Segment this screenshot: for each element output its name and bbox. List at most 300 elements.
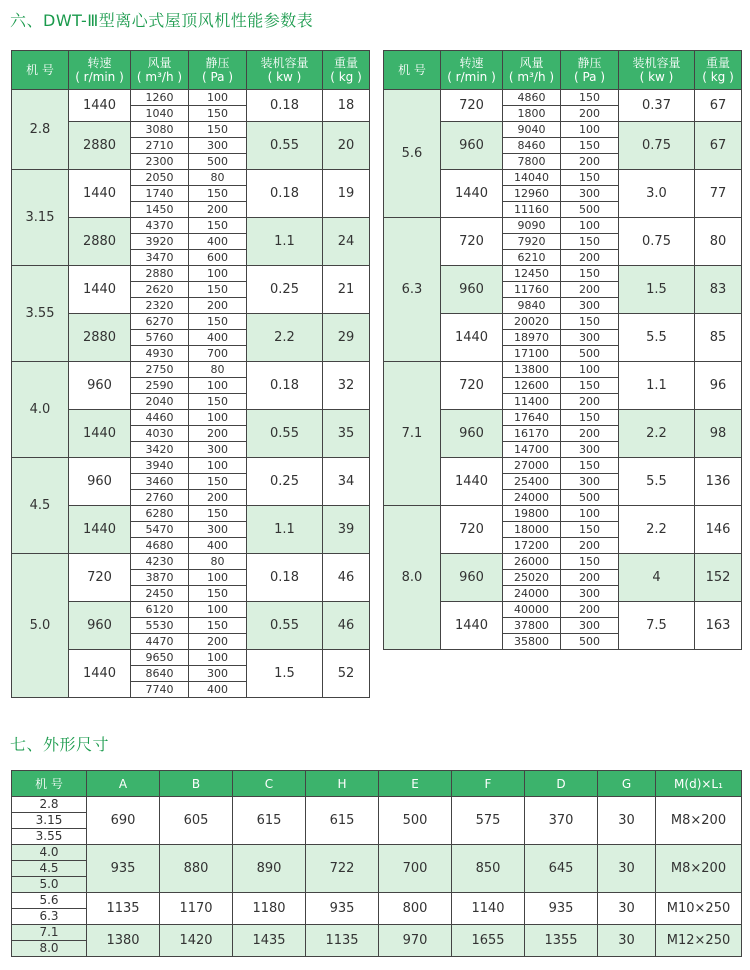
airflow-cell: 12600 bbox=[503, 378, 561, 394]
weight-cell: 21 bbox=[323, 266, 370, 314]
header-d: D bbox=[525, 771, 598, 797]
header-speed: 转速 ( r/min ) bbox=[69, 51, 131, 90]
weight-cell: 67 bbox=[695, 90, 742, 122]
speed-cell: 960 bbox=[69, 458, 131, 506]
airflow-cell: 4230 bbox=[131, 554, 189, 570]
table-row bbox=[384, 362, 742, 378]
machine-number-cell: 6.3 bbox=[384, 218, 441, 362]
dim-b-cell: 1170 bbox=[160, 893, 233, 925]
weight-cell: 35 bbox=[323, 410, 370, 458]
pressure-cell: 150 bbox=[561, 234, 619, 250]
airflow-cell: 14040 bbox=[503, 170, 561, 186]
power-cell: 7.5 bbox=[619, 602, 695, 650]
table-row bbox=[12, 893, 742, 909]
airflow-cell: 12450 bbox=[503, 266, 561, 282]
speed-cell: 1440 bbox=[441, 602, 503, 650]
table-row bbox=[384, 90, 742, 106]
speed-cell: 1440 bbox=[441, 458, 503, 506]
airflow-cell: 37800 bbox=[503, 618, 561, 634]
airflow-cell: 1740 bbox=[131, 186, 189, 202]
airflow-cell: 14700 bbox=[503, 442, 561, 458]
header-h: H bbox=[306, 771, 379, 797]
weight-cell: 80 bbox=[695, 218, 742, 266]
pressure-cell: 150 bbox=[189, 106, 247, 122]
pressure-cell: 150 bbox=[561, 458, 619, 474]
weight-cell: 18 bbox=[323, 90, 370, 122]
airflow-cell: 6210 bbox=[503, 250, 561, 266]
weight-cell: 85 bbox=[695, 314, 742, 362]
dim-g-cell: 30 bbox=[598, 893, 656, 925]
pressure-cell: 400 bbox=[189, 330, 247, 346]
power-cell: 0.18 bbox=[247, 90, 323, 122]
pressure-cell: 200 bbox=[561, 250, 619, 266]
pressure-cell: 200 bbox=[561, 282, 619, 298]
pressure-cell: 150 bbox=[561, 410, 619, 426]
dim-bolt-cell: M8×200 bbox=[656, 845, 742, 893]
weight-cell: 52 bbox=[323, 650, 370, 698]
airflow-cell: 19800 bbox=[503, 506, 561, 522]
weight-cell: 67 bbox=[695, 122, 742, 170]
weight-cell: 32 bbox=[323, 362, 370, 410]
pressure-cell: 100 bbox=[189, 602, 247, 618]
airflow-cell: 11400 bbox=[503, 394, 561, 410]
power-cell: 1.1 bbox=[619, 362, 695, 410]
airflow-cell: 3870 bbox=[131, 570, 189, 586]
airflow-cell: 4370 bbox=[131, 218, 189, 234]
header-bolt: M(d)×L₁ bbox=[656, 771, 742, 797]
airflow-cell: 4680 bbox=[131, 538, 189, 554]
airflow-cell: 4030 bbox=[131, 426, 189, 442]
speed-cell: 960 bbox=[441, 554, 503, 602]
pressure-cell: 150 bbox=[561, 90, 619, 106]
weight-cell: 136 bbox=[695, 458, 742, 506]
pressure-cell: 500 bbox=[561, 490, 619, 506]
airflow-cell: 13800 bbox=[503, 362, 561, 378]
airflow-cell: 7800 bbox=[503, 154, 561, 170]
dim-e-cell: 800 bbox=[379, 893, 452, 925]
pressure-cell: 300 bbox=[561, 474, 619, 490]
airflow-cell: 4860 bbox=[503, 90, 561, 106]
pressure-cell: 300 bbox=[561, 330, 619, 346]
header-power: 装机容量 ( kw ) bbox=[619, 51, 695, 90]
airflow-cell: 25400 bbox=[503, 474, 561, 490]
pressure-cell: 150 bbox=[561, 554, 619, 570]
power-cell: 2.2 bbox=[619, 506, 695, 554]
pressure-cell: 200 bbox=[561, 538, 619, 554]
weight-cell: 34 bbox=[323, 458, 370, 506]
machine-number-cell: 2.8 bbox=[12, 797, 87, 813]
machine-number-cell: 5.6 bbox=[12, 893, 87, 909]
airflow-cell: 9650 bbox=[131, 650, 189, 666]
weight-cell: 98 bbox=[695, 410, 742, 458]
weight-cell: 39 bbox=[323, 506, 370, 554]
pressure-cell: 150 bbox=[561, 522, 619, 538]
pressure-cell: 150 bbox=[561, 138, 619, 154]
dim-bolt-cell: M10×250 bbox=[656, 893, 742, 925]
pressure-cell: 150 bbox=[189, 122, 247, 138]
pressure-cell: 100 bbox=[189, 650, 247, 666]
speed-cell: 720 bbox=[441, 506, 503, 554]
header-pressure: 静压 ( Pa ) bbox=[189, 51, 247, 90]
dim-h-cell: 615 bbox=[306, 797, 379, 845]
pressure-cell: 80 bbox=[189, 170, 247, 186]
power-cell: 0.18 bbox=[247, 554, 323, 602]
pressure-cell: 150 bbox=[561, 170, 619, 186]
airflow-cell: 16170 bbox=[503, 426, 561, 442]
pressure-cell: 500 bbox=[561, 202, 619, 218]
airflow-cell: 27000 bbox=[503, 458, 561, 474]
airflow-cell: 3940 bbox=[131, 458, 189, 474]
header-row bbox=[384, 51, 742, 90]
power-cell: 5.5 bbox=[619, 314, 695, 362]
power-cell: 0.75 bbox=[619, 218, 695, 266]
airflow-cell: 9040 bbox=[503, 122, 561, 138]
power-cell: 0.18 bbox=[247, 170, 323, 218]
airflow-cell: 3420 bbox=[131, 442, 189, 458]
power-cell: 0.55 bbox=[247, 122, 323, 170]
airflow-cell: 4930 bbox=[131, 346, 189, 362]
machine-number-cell: 4.5 bbox=[12, 861, 87, 877]
pressure-cell: 400 bbox=[189, 682, 247, 698]
pressure-cell: 150 bbox=[189, 618, 247, 634]
speed-cell: 2880 bbox=[69, 122, 131, 170]
pressure-cell: 100 bbox=[189, 266, 247, 282]
dim-c-cell: 1180 bbox=[233, 893, 306, 925]
dim-h-cell: 935 bbox=[306, 893, 379, 925]
airflow-cell: 8640 bbox=[131, 666, 189, 682]
airflow-cell: 5760 bbox=[131, 330, 189, 346]
speed-cell: 1440 bbox=[441, 170, 503, 218]
speed-cell: 1440 bbox=[69, 170, 131, 218]
speed-cell: 1440 bbox=[441, 314, 503, 362]
airflow-cell: 3470 bbox=[131, 250, 189, 266]
pressure-cell: 300 bbox=[561, 586, 619, 602]
dim-a-cell: 690 bbox=[87, 797, 160, 845]
weight-cell: 19 bbox=[323, 170, 370, 218]
machine-number-cell: 2.8 bbox=[12, 90, 69, 170]
machine-number-cell: 5.0 bbox=[12, 877, 87, 893]
dim-d-cell: 935 bbox=[525, 893, 598, 925]
dim-a-cell: 1380 bbox=[87, 925, 160, 957]
dim-f-cell: 1140 bbox=[452, 893, 525, 925]
pressure-cell: 100 bbox=[561, 122, 619, 138]
pressure-cell: 150 bbox=[189, 474, 247, 490]
table-row bbox=[12, 797, 742, 813]
header-power: 装机容量 ( kw ) bbox=[247, 51, 323, 90]
pressure-cell: 500 bbox=[561, 634, 619, 650]
table-row bbox=[12, 362, 370, 378]
machine-number-cell: 6.3 bbox=[12, 909, 87, 925]
airflow-cell: 40000 bbox=[503, 602, 561, 618]
power-cell: 2.2 bbox=[247, 314, 323, 362]
airflow-cell: 2750 bbox=[131, 362, 189, 378]
dim-c-cell: 890 bbox=[233, 845, 306, 893]
header-c: C bbox=[233, 771, 306, 797]
airflow-cell: 8460 bbox=[503, 138, 561, 154]
power-cell: 0.25 bbox=[247, 458, 323, 506]
airflow-cell: 7920 bbox=[503, 234, 561, 250]
dim-d-cell: 645 bbox=[525, 845, 598, 893]
dim-g-cell: 30 bbox=[598, 797, 656, 845]
header-speed: 转速 ( r/min ) bbox=[441, 51, 503, 90]
header-g: G bbox=[598, 771, 656, 797]
pressure-cell: 300 bbox=[561, 298, 619, 314]
power-cell: 1.5 bbox=[247, 650, 323, 698]
dim-f-cell: 575 bbox=[452, 797, 525, 845]
airflow-cell: 24000 bbox=[503, 586, 561, 602]
pressure-cell: 200 bbox=[189, 298, 247, 314]
machine-number-cell: 5.0 bbox=[12, 554, 69, 698]
airflow-cell: 2760 bbox=[131, 490, 189, 506]
pressure-cell: 500 bbox=[189, 154, 247, 170]
power-cell: 0.18 bbox=[247, 362, 323, 410]
header-pressure: 静压 ( Pa ) bbox=[561, 51, 619, 90]
dim-a-cell: 935 bbox=[87, 845, 160, 893]
weight-cell: 83 bbox=[695, 266, 742, 314]
airflow-cell: 3460 bbox=[131, 474, 189, 490]
weight-cell: 20 bbox=[323, 122, 370, 170]
header-airflow: 风量 ( m³/h ) bbox=[131, 51, 189, 90]
speed-cell: 1440 bbox=[69, 506, 131, 554]
pressure-cell: 100 bbox=[189, 458, 247, 474]
airflow-cell: 2880 bbox=[131, 266, 189, 282]
table-row bbox=[12, 266, 370, 282]
header-a: A bbox=[87, 771, 160, 797]
header-b: B bbox=[160, 771, 233, 797]
airflow-cell: 2450 bbox=[131, 586, 189, 602]
speed-cell: 1440 bbox=[69, 90, 131, 122]
dim-g-cell: 30 bbox=[598, 925, 656, 957]
table-row bbox=[12, 458, 370, 474]
airflow-cell: 25020 bbox=[503, 570, 561, 586]
airflow-cell: 17640 bbox=[503, 410, 561, 426]
pressure-cell: 400 bbox=[189, 234, 247, 250]
airflow-cell: 26000 bbox=[503, 554, 561, 570]
table-row bbox=[12, 925, 742, 941]
pressure-cell: 100 bbox=[189, 410, 247, 426]
pressure-cell: 300 bbox=[561, 618, 619, 634]
pressure-cell: 200 bbox=[561, 602, 619, 618]
dim-d-cell: 1355 bbox=[525, 925, 598, 957]
table-row bbox=[384, 218, 742, 234]
airflow-cell: 11760 bbox=[503, 282, 561, 298]
pressure-cell: 300 bbox=[561, 186, 619, 202]
dim-bolt-cell: M12×250 bbox=[656, 925, 742, 957]
speed-cell: 1440 bbox=[69, 650, 131, 698]
dim-e-cell: 970 bbox=[379, 925, 452, 957]
airflow-cell: 2040 bbox=[131, 394, 189, 410]
airflow-cell: 1260 bbox=[131, 90, 189, 106]
pressure-cell: 150 bbox=[561, 266, 619, 282]
airflow-cell: 4460 bbox=[131, 410, 189, 426]
section7-title: 七、外形尺寸 bbox=[10, 735, 110, 754]
weight-cell: 77 bbox=[695, 170, 742, 218]
airflow-cell: 18970 bbox=[503, 330, 561, 346]
airflow-cell: 5530 bbox=[131, 618, 189, 634]
table-row bbox=[12, 554, 370, 570]
dim-b-cell: 1420 bbox=[160, 925, 233, 957]
pressure-cell: 200 bbox=[561, 394, 619, 410]
pressure-cell: 150 bbox=[189, 314, 247, 330]
pressure-cell: 300 bbox=[189, 666, 247, 682]
airflow-cell: 2320 bbox=[131, 298, 189, 314]
weight-cell: 152 bbox=[695, 554, 742, 602]
airflow-cell: 5470 bbox=[131, 522, 189, 538]
pressure-cell: 400 bbox=[189, 538, 247, 554]
pressure-cell: 100 bbox=[561, 506, 619, 522]
airflow-cell: 17200 bbox=[503, 538, 561, 554]
airflow-cell: 1800 bbox=[503, 106, 561, 122]
pressure-cell: 300 bbox=[189, 138, 247, 154]
pressure-cell: 100 bbox=[189, 90, 247, 106]
speed-cell: 720 bbox=[69, 554, 131, 602]
airflow-cell: 17100 bbox=[503, 346, 561, 362]
pressure-cell: 100 bbox=[189, 570, 247, 586]
header-row bbox=[12, 771, 742, 797]
power-cell: 1.1 bbox=[247, 506, 323, 554]
dim-h-cell: 722 bbox=[306, 845, 379, 893]
dim-c-cell: 615 bbox=[233, 797, 306, 845]
airflow-cell: 35800 bbox=[503, 634, 561, 650]
table-row bbox=[12, 845, 742, 861]
airflow-cell: 2620 bbox=[131, 282, 189, 298]
dim-h-cell: 1135 bbox=[306, 925, 379, 957]
dimension-table bbox=[11, 770, 742, 957]
table-row bbox=[12, 170, 370, 186]
power-cell: 4 bbox=[619, 554, 695, 602]
pressure-cell: 150 bbox=[561, 378, 619, 394]
pressure-cell: 200 bbox=[561, 106, 619, 122]
pressure-cell: 150 bbox=[189, 394, 247, 410]
pressure-cell: 200 bbox=[561, 154, 619, 170]
header-row bbox=[12, 51, 370, 90]
header-airflow: 风量 ( m³/h ) bbox=[503, 51, 561, 90]
pressure-cell: 80 bbox=[189, 554, 247, 570]
speed-cell: 2880 bbox=[69, 218, 131, 266]
airflow-cell: 6280 bbox=[131, 506, 189, 522]
weight-cell: 46 bbox=[323, 554, 370, 602]
dim-f-cell: 1655 bbox=[452, 925, 525, 957]
pressure-cell: 150 bbox=[189, 282, 247, 298]
speed-cell: 1440 bbox=[69, 410, 131, 458]
airflow-cell: 1040 bbox=[131, 106, 189, 122]
airflow-cell: 18000 bbox=[503, 522, 561, 538]
header-machine: 机 号 bbox=[384, 51, 441, 90]
pressure-cell: 200 bbox=[561, 426, 619, 442]
power-cell: 5.5 bbox=[619, 458, 695, 506]
machine-number-cell: 8.0 bbox=[384, 506, 441, 650]
pressure-cell: 150 bbox=[189, 218, 247, 234]
machine-number-cell: 3.15 bbox=[12, 813, 87, 829]
pressure-cell: 600 bbox=[189, 250, 247, 266]
header-weight: 重量 ( kg ) bbox=[695, 51, 742, 90]
speed-cell: 960 bbox=[441, 410, 503, 458]
table-row bbox=[384, 506, 742, 522]
speed-cell: 960 bbox=[69, 602, 131, 650]
machine-number-cell: 4.0 bbox=[12, 362, 69, 458]
weight-cell: 96 bbox=[695, 362, 742, 410]
machine-number-cell: 5.6 bbox=[384, 90, 441, 218]
machine-number-cell: 3.55 bbox=[12, 266, 69, 362]
header-machine: 机 号 bbox=[12, 51, 69, 90]
speed-cell: 2880 bbox=[69, 314, 131, 362]
power-cell: 2.2 bbox=[619, 410, 695, 458]
performance-table-left bbox=[11, 50, 370, 698]
power-cell: 0.55 bbox=[247, 602, 323, 650]
airflow-cell: 2710 bbox=[131, 138, 189, 154]
airflow-cell: 11160 bbox=[503, 202, 561, 218]
pressure-cell: 150 bbox=[561, 314, 619, 330]
power-cell: 0.37 bbox=[619, 90, 695, 122]
power-cell: 1.5 bbox=[619, 266, 695, 314]
dim-g-cell: 30 bbox=[598, 845, 656, 893]
pressure-cell: 80 bbox=[189, 362, 247, 378]
pressure-cell: 200 bbox=[189, 426, 247, 442]
dim-b-cell: 605 bbox=[160, 797, 233, 845]
header-e: E bbox=[379, 771, 452, 797]
weight-cell: 29 bbox=[323, 314, 370, 362]
machine-number-cell: 7.1 bbox=[12, 925, 87, 941]
dim-f-cell: 850 bbox=[452, 845, 525, 893]
pressure-cell: 300 bbox=[561, 442, 619, 458]
power-cell: 1.1 bbox=[247, 218, 323, 266]
pressure-cell: 150 bbox=[189, 586, 247, 602]
weight-cell: 163 bbox=[695, 602, 742, 650]
pressure-cell: 100 bbox=[189, 378, 247, 394]
airflow-cell: 6120 bbox=[131, 602, 189, 618]
dim-d-cell: 370 bbox=[525, 797, 598, 845]
speed-cell: 960 bbox=[441, 266, 503, 314]
power-cell: 0.55 bbox=[247, 410, 323, 458]
pressure-cell: 500 bbox=[561, 346, 619, 362]
header-f: F bbox=[452, 771, 525, 797]
power-cell: 0.75 bbox=[619, 122, 695, 170]
speed-cell: 960 bbox=[441, 122, 503, 170]
pressure-cell: 300 bbox=[189, 522, 247, 538]
section6-title: 六、DWT-Ⅲ型离心式屋顶风机性能参数表 bbox=[10, 11, 314, 30]
airflow-cell: 2050 bbox=[131, 170, 189, 186]
airflow-cell: 1450 bbox=[131, 202, 189, 218]
airflow-cell: 9840 bbox=[503, 298, 561, 314]
header-weight: 重量 ( kg ) bbox=[323, 51, 370, 90]
pressure-cell: 100 bbox=[561, 362, 619, 378]
dim-c-cell: 1435 bbox=[233, 925, 306, 957]
table-row bbox=[12, 90, 370, 106]
dim-a-cell: 1135 bbox=[87, 893, 160, 925]
pressure-cell: 300 bbox=[189, 442, 247, 458]
weight-cell: 46 bbox=[323, 602, 370, 650]
pressure-cell: 200 bbox=[189, 202, 247, 218]
machine-number-cell: 3.15 bbox=[12, 170, 69, 266]
speed-cell: 720 bbox=[441, 90, 503, 122]
dim-e-cell: 700 bbox=[379, 845, 452, 893]
speed-cell: 720 bbox=[441, 362, 503, 410]
airflow-cell: 24000 bbox=[503, 490, 561, 506]
dim-e-cell: 500 bbox=[379, 797, 452, 845]
machine-number-cell: 4.0 bbox=[12, 845, 87, 861]
airflow-cell: 4470 bbox=[131, 634, 189, 650]
pressure-cell: 200 bbox=[561, 570, 619, 586]
weight-cell: 146 bbox=[695, 506, 742, 554]
airflow-cell: 20020 bbox=[503, 314, 561, 330]
airflow-cell: 6270 bbox=[131, 314, 189, 330]
power-cell: 0.25 bbox=[247, 266, 323, 314]
pressure-cell: 200 bbox=[189, 490, 247, 506]
weight-cell: 24 bbox=[323, 218, 370, 266]
airflow-cell: 9090 bbox=[503, 218, 561, 234]
pressure-cell: 700 bbox=[189, 346, 247, 362]
header-machine: 机 号 bbox=[12, 771, 87, 797]
